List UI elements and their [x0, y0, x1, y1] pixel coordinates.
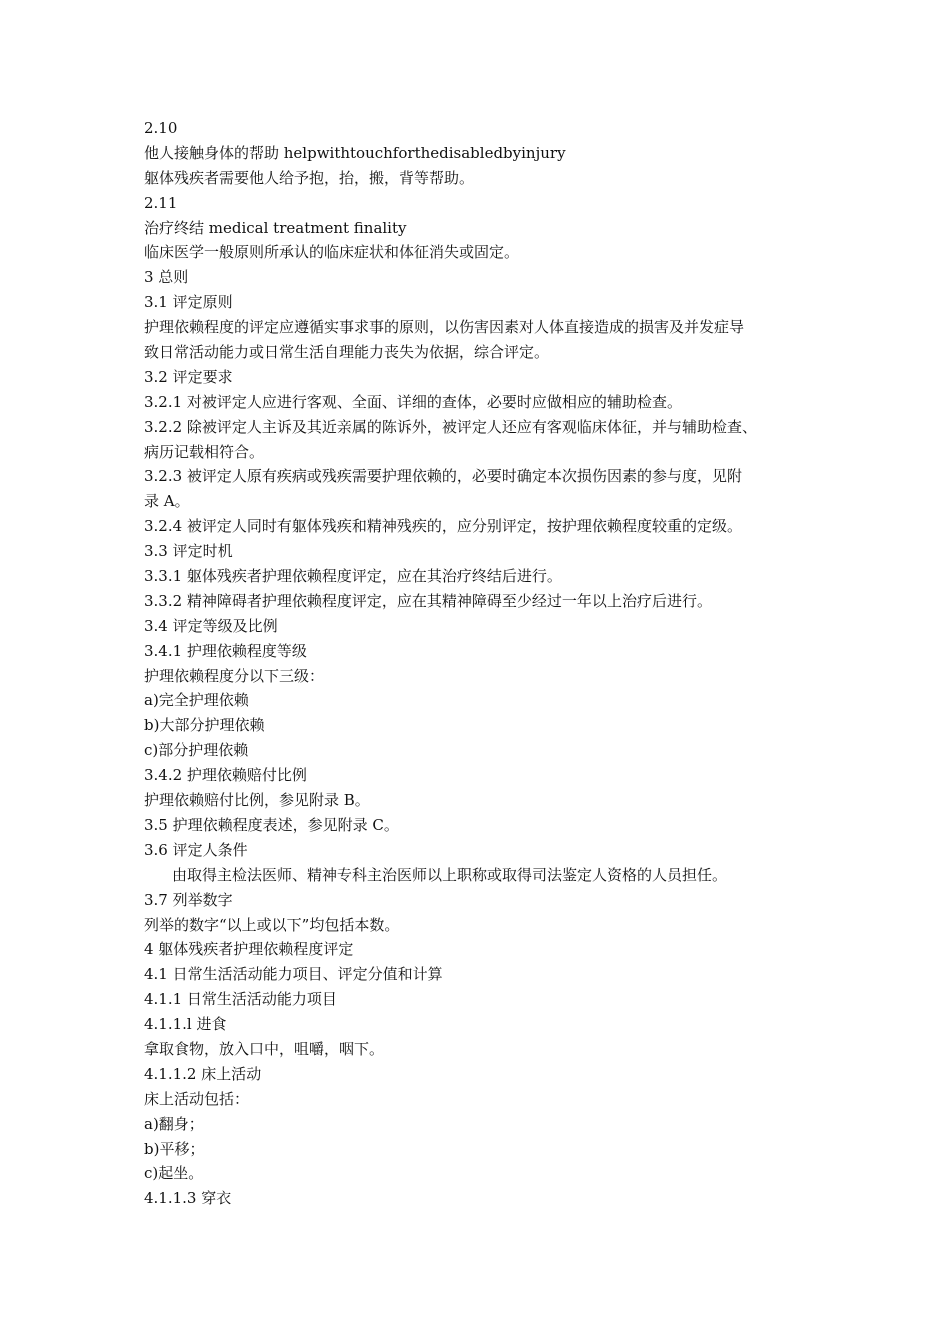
text-line: 他人接触身体的帮助 helpwithtouchforthedisabledbyinjury [144, 143, 566, 162]
text-line: 临床医学一般原则所承认的临床症状和体征消失或固定。 [144, 243, 520, 262]
text-line: 4.1.1 日常生活活动能力项目 [144, 990, 337, 1009]
text-line: 4 躯体残疾者护理依赖程度评定 [144, 940, 354, 959]
text-line: 3.1 评定原则 [144, 293, 233, 312]
text-line: b)大部分护理依赖 [144, 716, 265, 735]
text-line: 录 A。 [144, 492, 190, 511]
text-line: 3.3.2 精神障碍者护理依赖程度评定，应在其精神障碍至少经过一年以上治疗后进行。 [144, 591, 712, 610]
text-line: 3.2.2 除被评定人主诉及其近亲属的陈诉外，被评定人还应有客观临床体征，并与辅助检查、 [144, 417, 757, 436]
text-line: 3.2 评定要求 [144, 367, 233, 386]
text-line: 治疗终结 medical treatment finality [144, 218, 407, 237]
text-line: 护理依赖程度分以下三级： [144, 666, 325, 685]
text-line: 致日常活动能力或日常生活自理能力丧失为依据，综合评定。 [144, 343, 550, 362]
text-line: 4.1.1.3 穿衣 [144, 1189, 232, 1208]
text-line: 3.3 评定时机 [144, 542, 233, 561]
document-body [144, 116, 814, 1211]
text-line: 护理依赖赔付比例，参见附录 B。 [144, 791, 370, 810]
text-line: 2.10 [144, 119, 178, 137]
text-line: 4.1.1.l 进食 [144, 1015, 227, 1034]
text-line: 3.7 列举数字 [144, 890, 233, 909]
text-line: c)起坐。 [144, 1164, 204, 1183]
text-line: b)平移； [144, 1139, 205, 1158]
text-line: 3.3.1 躯体残疾者护理依赖程度评定，应在其治疗终结后进行。 [144, 567, 562, 586]
text-line: 3.2.1 对被评定人应进行客观、全面、详细的查体，必要时应做相应的辅助检查。 [144, 392, 682, 411]
text-line: 3.2.3 被评定人原有疾病或残疾需要护理依赖的，必要时确定本次损伤因素的参与度，见附 [144, 467, 742, 486]
text-line: c)部分护理依赖 [144, 741, 249, 760]
text-line: 护理依赖程度的评定应遵循实事求事的原则，以伤害因素对人体直接造成的损害及并发症导 [144, 318, 745, 337]
text-line: 拿取食物，放入口中，咀嚼，咽下。 [144, 1039, 385, 1058]
text-line: 躯体残疾者需要他人给予抱，抬，搬，背等帮助。 [144, 168, 475, 187]
text-line: a)翻身； [144, 1114, 204, 1133]
text-line: 3.4.2 护理依赖赔付比例 [144, 766, 307, 785]
text-line: 由取得主检法医师、精神专科主治医师以上职称或取得司法鉴定人资格的人员担任。 [172, 865, 728, 884]
text-line: 3 总则 [144, 268, 189, 287]
text-line: 床上活动包括： [144, 1089, 250, 1108]
text-line: 3.4.1 护理依赖程度等级 [144, 641, 307, 660]
text-line: a)完全护理依赖 [144, 691, 249, 710]
text-line: 病历记载相符合。 [144, 442, 265, 461]
text-line: 3.2.4 被评定人同时有躯体残疾和精神残疾的，应分别评定，按护理依赖程度较重的定级。 [144, 517, 742, 536]
text-line: 3.6 评定人条件 [144, 840, 248, 859]
text-line: 列举的数字“以上或以下”均包括本数。 [144, 915, 400, 934]
text-line: 3.4 评定等级及比例 [144, 616, 278, 635]
text-line: 4.1 日常生活活动能力项目、评定分值和计算 [144, 965, 443, 984]
text-line: 4.1.1.2 床上活动 [144, 1064, 262, 1083]
text-line: 3.5 护理依赖程度表述，参见附录 C。 [144, 815, 399, 834]
text-line: 2.11 [144, 193, 178, 212]
